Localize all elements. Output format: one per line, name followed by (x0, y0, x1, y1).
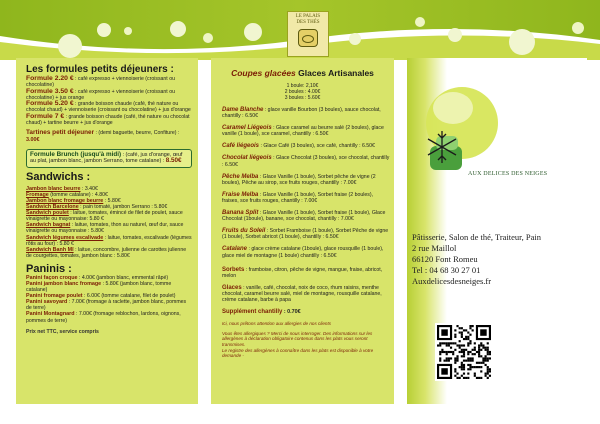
coupes-list (211, 107, 394, 259)
address-block (412, 232, 541, 287)
coupe-name: Café liégeois (222, 143, 260, 150)
logo-line1: LE PALAIS (295, 14, 321, 19)
sandwich-desc: : 5.80€ (103, 197, 121, 204)
sandwich-item (26, 222, 192, 234)
sandwich-desc: (tomme catalane) : 4.80€ (48, 191, 108, 198)
panini-name: Panini fromage poulet (26, 293, 83, 300)
glaces-title-a: Coupes glacées (231, 68, 299, 78)
coupe-name: Catalane (222, 246, 248, 253)
brunch-price: 8.50€ (165, 157, 182, 165)
coupe-name: Banana Split (222, 210, 259, 217)
sandwich-desc: : pain tomaté, jambon Serrano : 5.80€ (78, 204, 168, 211)
paninis-title: Paninis : (26, 262, 72, 275)
sandwich-name: Jambon blanc beurre (26, 185, 81, 192)
formule-desc: : café expresso + viennoiserie (croissant ou chocolatine) (26, 76, 175, 89)
sorbets-desc: : framboise, citron, pêche de vigne, mangue, fraise, abricot, melon (222, 266, 383, 279)
panini-name: Panini jambon blanc fromage (26, 281, 102, 287)
panini-desc: : 5.80€ (jambon blanc, tomme catalane) (26, 281, 172, 294)
coupe-desc: : Glace Vanille (1 boule), Sorbet fraise (2 boules), fraises, sce fruits rouges, chantilly : 7.00€ (222, 191, 374, 204)
brunch-box (26, 149, 192, 168)
panini-name: Panini Montagnard (26, 311, 75, 318)
website-line: Auxdelicesdesneiges.fr (412, 276, 492, 286)
prix-ttc-note: Prix net TTC, service compris (26, 328, 99, 335)
formules-title: Les formules petits déjeuners : (26, 64, 174, 75)
phone-line: Tel : 04 68 30 27 01 (412, 265, 481, 275)
panini-item (26, 311, 192, 323)
brunch-name: Formule Brunch (jusqu'à midi) (30, 150, 122, 158)
coupe-item (211, 228, 394, 240)
boule-price: 1 boule: 2,10€ (286, 83, 319, 89)
coupe-desc: : glace vanille Bourbon (3 boules), sauce chocolat, chantilly : 6.50€ (222, 107, 381, 120)
sandwichs-title: Sandwichs : (26, 170, 91, 183)
formule-name: Formule 7 € (26, 112, 65, 120)
formule-name: Formule 3.50 € (26, 87, 74, 95)
chantilly-item (211, 309, 394, 315)
palais-des-thes-logo (287, 11, 329, 57)
right-panel (407, 58, 587, 404)
street-line: 2 rue Maillol (412, 243, 457, 253)
formule-desc: : café expresso + viennoiserie (croissant ou chocolatine) + jus orange (26, 88, 175, 101)
coupe-desc: : Sorbet Framboise (1 boule), Sorbet Pêche de vigne (1 boule), Sorbet abricot (1 boule), chantilly : 6.50€ (222, 228, 389, 241)
services-line: Pâtisserie, Salon de thé, Traiteur, Pain (412, 232, 542, 242)
paninis-list (26, 275, 192, 324)
brand-name: AUX DELICES DES NEIGES (468, 171, 548, 177)
glaces-title (211, 68, 394, 78)
panini-item (26, 299, 192, 311)
chantilly-name: Supplément chantilly (222, 309, 283, 316)
coupe-name: Caramel Liégeois (222, 125, 272, 132)
left-panel (16, 58, 198, 404)
city-line: 66120 Font Romeu (412, 254, 478, 264)
sorbets-name: Sorbets (222, 266, 245, 273)
formules-list (26, 76, 192, 126)
coupe-desc: : Glace caramel au beurre salé (2 boules), glace vanille (1 boule), sce caramel, chantilly : 6.50€ (222, 125, 384, 138)
panini-item (26, 281, 192, 293)
sandwich-desc: : laitue, concombre, julienne de carottes julienne de courgettes, tomates, jambon blanc : 5.80€ (26, 246, 187, 259)
sandwich-item (26, 247, 192, 259)
chantilly-price: : 0.70€ (282, 309, 301, 316)
coupe-name: Chocolat liégeois (222, 155, 272, 162)
coupe-name: Dame Blanche (222, 107, 264, 113)
coupe-item (211, 210, 394, 222)
formule-item (26, 114, 192, 127)
coupe-item (211, 192, 394, 204)
coupe-item (211, 155, 394, 167)
seal-icon (298, 29, 318, 47)
sandwich-name: Fromage (26, 191, 49, 198)
allergy-note-1: Ici, nous prêtons attention aux allergies de nos clients (222, 321, 332, 327)
panini-name: Panini façon croque (26, 274, 78, 281)
coupe-name: Pêche Melba (222, 173, 259, 180)
sandwich-name: Sandwich légumes escalivade (26, 234, 104, 241)
formule-name: Formule 5.20 € (26, 100, 74, 108)
glaces-desc: : vanille, café, chocolat, noix de coco, rhum raisins, menthe chocolat, caramel beurre salé, miel de montagne, rousquille catalane, crème catalane, barbe à papa (222, 284, 382, 303)
coupe-item (211, 125, 394, 137)
sandwichs-list (26, 186, 192, 259)
sandwich-name: Sandwich poulet (26, 210, 69, 217)
allergy-note-3: Le registre des allergènes à connaître dans les plats est disponible à votre demande - (222, 347, 374, 359)
coupe-desc: : Glace Vanille (1 boule), Sorbet pêche de vigne (2 boules), Pêche au sirop, sce fruits rouges, chantilly : 7.00€ (222, 173, 376, 186)
coupe-desc: : Glace Vanille (1 boule), Sorbet fraise (1 boule), Glace Chocolat (1boule), banane, sce chocolat, chantilly : 7.00€ (222, 210, 386, 223)
sandwich-name: Sandwich Banh Mî (26, 246, 74, 253)
sandwich-desc: : laitue, tomates, thon au naturel, œuf dur, sauce vinaigrette ou mayonnaise : 5.80€ (26, 222, 184, 235)
sandwich-item (26, 235, 192, 247)
formule-desc: : grande boisson chaude (café, thé nature ou chocolat chaud) + viennoiserie (croissant ou chocolatine) + jus d'orange (26, 101, 191, 114)
glaces-title-b: Glaces Artisanales (298, 68, 374, 78)
qr-code (435, 323, 493, 381)
middle-panel (211, 58, 394, 404)
glaces-item (211, 285, 394, 303)
brunch-desc: : (café, jus d'orange, œuf au plat, jambon blanc, jambon Serrano, tome catalane) : (30, 151, 183, 165)
sorbets-item (211, 267, 394, 279)
sandwich-name: Sandwich bagnat (26, 222, 71, 229)
panini-desc: : 4.00€ (jambon blanc, emmental râpé) (77, 274, 169, 281)
panini-desc: : 7.00€ (fromage à raclette, jambon blanc, pommes de terre) (26, 299, 187, 312)
sandwich-name: Jambon blanc fromage beurre (26, 197, 104, 204)
tartines-name: Tartines petit déjeuner (26, 129, 95, 137)
formule-desc: : grande boisson chaude (café, thé nature ou chocolat chaud) + tartine beurre + jus d'orange (26, 113, 190, 127)
coupe-name: Fruits du Soleil (222, 228, 266, 235)
formule-name: Formule 2.20 € (26, 75, 74, 82)
allergy-note-2: Vous êtes allergiques ? Merci de nous interroger. Des informations sur les allergènes à déclaration obligatoire contenus dans les plats vous seront transmises. (222, 330, 373, 347)
tartines-desc: : (demi baguette, beurre, Confiture) : (94, 130, 180, 137)
sandwich-desc: : 3.40€ (80, 185, 98, 192)
coupe-desc: : Glace Café (3 boules), sce café, chantilly : 6.50€ (259, 143, 375, 150)
coupe-name: Fraise Melba (222, 191, 259, 198)
sandwich-desc: : laitue, tomates, émincé de filet de poulet, sauce vinaigrette ou mayonnaise: 5.80 € (26, 210, 183, 223)
glaces-name: Glaces (222, 284, 242, 291)
panini-name: Panini savoyard (26, 299, 68, 306)
coupe-item (211, 107, 394, 119)
tartines-item (26, 130, 192, 143)
coupe-desc: : Glace Chocolat (3 boules), sce chocolat, chantilly : 6.50€ (222, 155, 390, 168)
sandwich-name: Sandwich Barcelone (26, 204, 79, 211)
panini-desc: : 6.00€ (tomme catalane, filet de poulet) (82, 293, 176, 300)
panini-desc: : 7.00€ (fromage reblochon, lardons, oignons, pommes de terre) (26, 311, 181, 324)
tartines-price: 3.00€ (26, 136, 40, 143)
coupe-desc: : glace crème catalane (1boule), glace rousquille (1 boule), glace miel de montagne (1 boule) chantilly : 6.50€ (222, 246, 384, 259)
sandwich-item (26, 210, 192, 222)
coupe-item (211, 174, 394, 186)
logo-line2: DES THÉS (296, 20, 320, 25)
brand-logo-graphic (407, 58, 587, 198)
sandwich-desc: : laitue, tomates, escalivade (légumes rôtis au four) : 5.80 € (26, 234, 192, 247)
boule-price: 2 boules : 4.00€ (284, 89, 321, 95)
boule-price: 3 boules : 5.60€ (284, 95, 321, 101)
boules-list (211, 83, 394, 101)
coupe-item (211, 143, 394, 149)
coupe-item (211, 246, 394, 258)
